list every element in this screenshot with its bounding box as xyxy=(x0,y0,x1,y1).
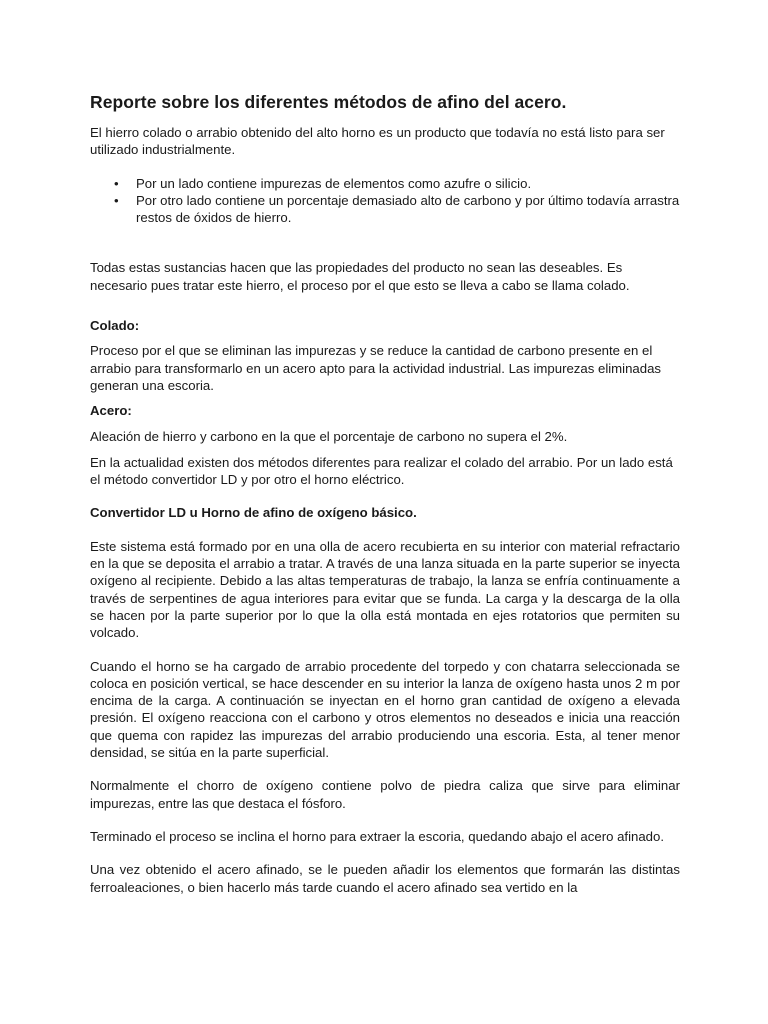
impurities-list xyxy=(90,175,680,227)
colado-heading: Colado: xyxy=(90,318,140,334)
document-page xyxy=(90,90,680,896)
list-item-text: Por otro lado contiene un porcentaje demasiado alto de carbono y por último todavía arrastra restos de óxidos de hierro. xyxy=(136,192,680,226)
list-item-text: Por un lado contiene impurezas de elementos como azufre o silicio. xyxy=(136,175,532,191)
final-paragraph: Una vez obtenido el acero afinado, se le pueden añadir los elementos que formarán las distintas ferroaleaciones, o bien hacerlo más tarde cuando el acero afinado sea vertido en la xyxy=(90,862,680,895)
intro-paragraph: El hierro colado o arrabio obtenido del alto horno es un producto que todavía no está listo para ser utilizado industrialmente. xyxy=(90,125,665,158)
cargado-paragraph: Cuando el horno se ha cargado de arrabio procedente del torpedo y con chatarra seleccionada se coloca en posición vertical, se hace descender en su interior la lanza de oxígeno hasta unos 2 m por encima de la carga. A continuación se inyectan en el horno gran cantidad de oxígeno a elevada presión. El oxígeno reacciona con el carbono y otros elementos no deseados e inicia una reacción que quema con rapidez las impurezas del arrabio produciendo una escoria. Esta, al tener menor densidad, se sitúa en la parte superficial. xyxy=(90,658,680,761)
sistema-paragraph: Este sistema está formado por en una olla de acero recubierta en su interior con material refractario en la que se deposita el arrabio a tratar. A través de una lanza situada en la parte superior se inyecta oxígeno al recipiente. Debido a las altas temperaturas de trabajo, la lanza se enfría continuamente a través de serpentines de agua interiores para evitar que se funda. La carga y la descarga de la olla se hacen por la parte superior por lo que la olla está montada en ejes rotatorios que permiten su volcado. xyxy=(90,538,680,641)
metodos-paragraph: En la actualidad existen dos métodos diferentes para realizar el colado del arrabio. Por un lado está el método convertidor LD y por otro el horno eléctrico. xyxy=(90,454,673,488)
document-title: Reporte sobre los diferentes métodos de afino del acero. xyxy=(90,92,567,112)
sustancias-paragraph: Todas estas sustancias hacen que las propiedades del producto no sean las deseables. Es necesario pues tratar este hierro, el proceso por el que esto se lleva a cabo se llama colado. xyxy=(90,260,630,293)
acero-paragraph: Aleación de hierro y carbono en la que el porcentaje de carbono no supera el 2%. xyxy=(90,428,568,444)
chorro-paragraph: Normalmente el chorro de oxígeno contiene polvo de piedra caliza que sirve para eliminar impurezas, entre las que destaca el fósforo. xyxy=(90,778,680,811)
list-item xyxy=(90,175,680,192)
convertidor-heading: Convertidor LD u Horno de afino de oxígeno básico. xyxy=(90,505,417,521)
terminado-paragraph: Terminado el proceso se inclina el horno para extraer la escoria, quedando abajo el acero afinado. xyxy=(90,828,665,844)
bullet-icon: • xyxy=(114,192,119,208)
colado-paragraph: Proceso por el que se eliminan las impurezas y se reduce la cantidad de carbono presente en el arrabio para transformarlo en un acero apto para la actividad industrial. Las impurezas eliminadas generan una escoria. xyxy=(90,343,662,393)
acero-heading: Acero: xyxy=(90,403,132,419)
list-item xyxy=(90,192,680,227)
bullet-icon: • xyxy=(114,175,119,191)
